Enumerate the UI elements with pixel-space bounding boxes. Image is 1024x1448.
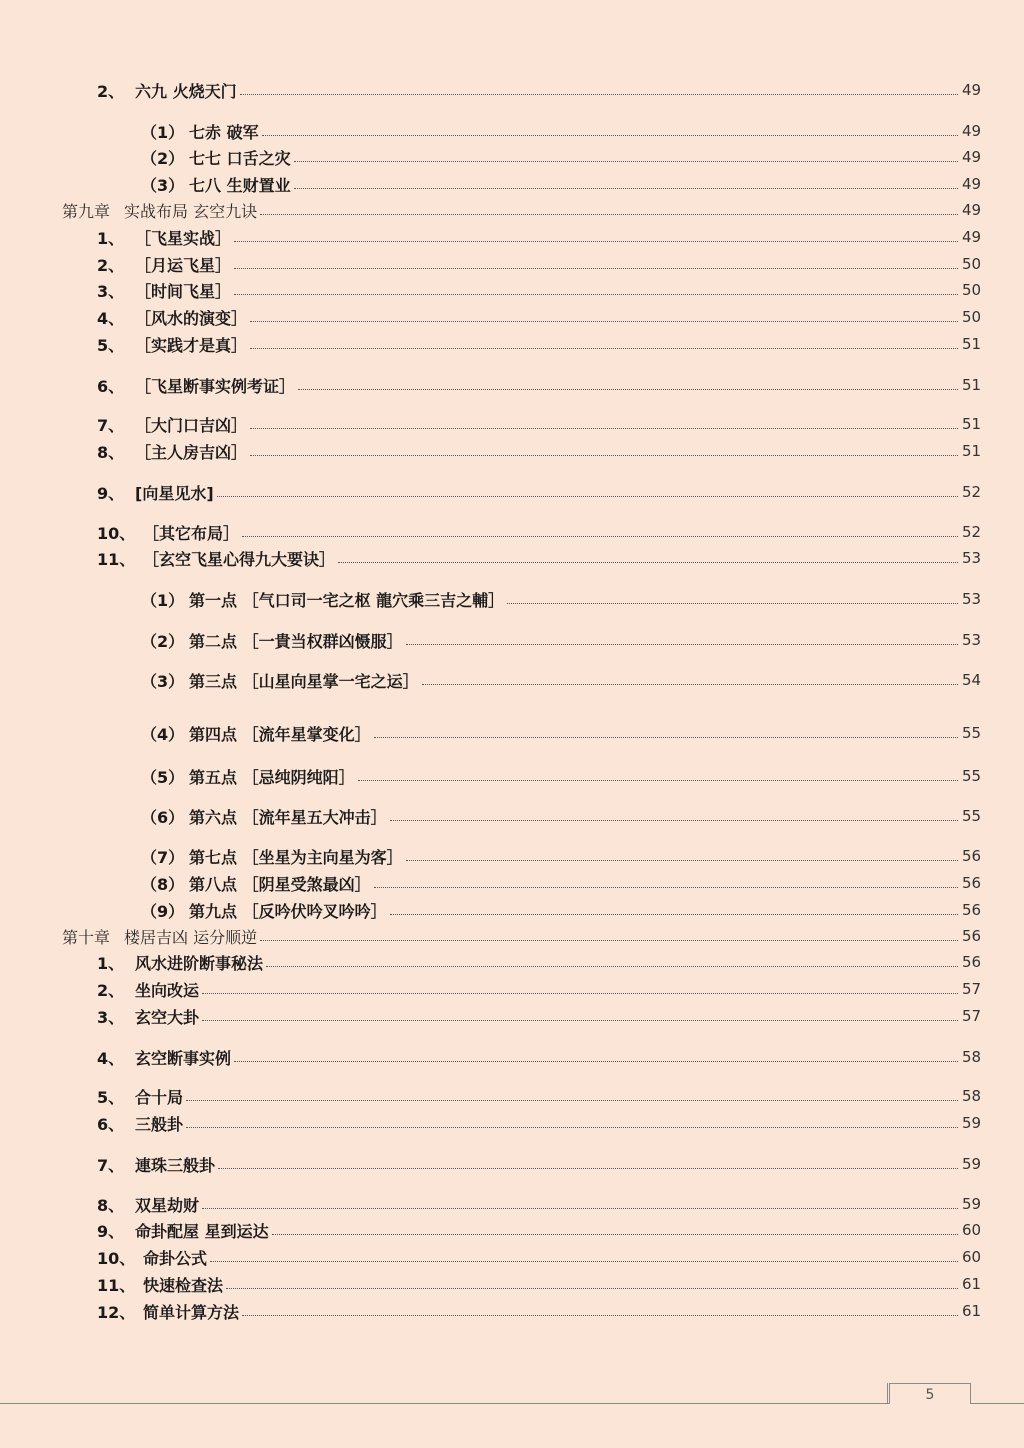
- footer-tab-left-edge: [887, 1383, 888, 1403]
- toc-entry[interactable]: [0, 1218, 1024, 1242]
- toc-entry-page: 53: [962, 590, 982, 608]
- toc-entry[interactable]: [0, 1299, 1024, 1323]
- footer-rule: [0, 1403, 1024, 1404]
- dot-leader: [202, 1208, 958, 1209]
- toc-entry-text: [97, 1153, 215, 1176]
- toc-entry-text: [141, 805, 387, 828]
- toc-entry-page: 61: [962, 1302, 982, 1320]
- toc-entry-title: ［飞星断事实例考证］: [135, 376, 296, 396]
- toc-entry-page: 55: [962, 724, 982, 742]
- toc-entry-page: 61: [962, 1275, 982, 1293]
- toc-entry-number: 2、: [97, 980, 125, 1000]
- dot-leader: [217, 496, 958, 497]
- toc-entry-text: [97, 333, 247, 356]
- toc-entry[interactable]: [0, 252, 1024, 276]
- toc-entry-text: [141, 588, 504, 611]
- toc-entry-title: ［主人房吉凶］: [135, 442, 248, 462]
- toc-entry-number: 11、: [97, 549, 136, 569]
- toc-entry-page: 55: [962, 767, 982, 785]
- dot-leader: [234, 294, 958, 295]
- dot-leader: [234, 241, 958, 242]
- toc-entry-title: 实战布局 玄空九诀: [124, 201, 258, 221]
- toc-entry-number: 7、: [97, 1155, 125, 1175]
- toc-entry-page: 50: [962, 308, 982, 326]
- page-number: 5: [925, 1387, 935, 1403]
- toc-entry-text: [141, 629, 403, 652]
- toc-chapter-entry[interactable]: [0, 198, 1024, 222]
- dot-leader: [210, 1261, 958, 1262]
- toc-entry-text: [97, 978, 199, 1001]
- dot-leader: [186, 1100, 958, 1101]
- toc-entry-page: 60: [962, 1248, 982, 1266]
- toc-entry-title: 合十局: [135, 1087, 184, 1107]
- toc-entry[interactable]: [0, 1152, 1024, 1176]
- toc-entry[interactable]: [0, 480, 1024, 504]
- toc-entry-title: 玄空大卦: [135, 1007, 200, 1027]
- toc-entry-text: [141, 120, 259, 143]
- toc-entry[interactable]: [0, 546, 1024, 570]
- toc-entry-title: 命卦配屋 星到运达: [135, 1221, 269, 1241]
- toc-entry-page: 52: [962, 523, 982, 541]
- toc-entry[interactable]: [0, 721, 1024, 745]
- toc-entry-number: （7）: [141, 847, 185, 867]
- toc-entry-title: ［大门口吉凶］: [135, 415, 248, 435]
- dot-leader: [250, 348, 958, 349]
- dot-leader: [507, 603, 958, 604]
- toc-entry-page: 53: [962, 631, 982, 649]
- dot-leader: [358, 780, 958, 781]
- toc-entry-title: 七七 口舌之灾: [189, 148, 291, 168]
- toc-entry-text: [97, 1193, 199, 1216]
- toc-entry-page: 56: [962, 927, 982, 945]
- toc-entry-number: 5、: [97, 1087, 125, 1107]
- dot-leader: [250, 428, 958, 429]
- dot-leader: [242, 536, 958, 537]
- toc-entry-number: 6、: [97, 1114, 125, 1134]
- toc-entry-page: 56: [962, 874, 982, 892]
- toc-entry-number: 2、: [97, 81, 125, 101]
- toc-entry-page: 49: [962, 122, 982, 140]
- toc-entry-number: 10、: [97, 1248, 136, 1268]
- toc-entry-page: 51: [962, 376, 982, 394]
- toc-entry-page: 59: [962, 1155, 982, 1173]
- page-number-tab: [889, 1383, 971, 1404]
- toc-entry-title: 楼居吉凶 运分顺逆: [124, 927, 258, 947]
- toc-entry-title: 七赤 破军: [189, 122, 259, 142]
- toc-entry-number: （6）: [141, 807, 185, 827]
- toc-entry-text: [141, 899, 387, 922]
- dot-leader: [294, 161, 958, 162]
- toc-entry[interactable]: [0, 278, 1024, 302]
- toc-entry-title: 第三点 ［山星向星掌一宅之运］: [189, 671, 419, 691]
- toc-entry-text: [97, 547, 335, 570]
- toc-entry-number: （3）: [141, 175, 185, 195]
- dot-leader: [202, 993, 958, 994]
- toc-entry-number: （3）: [141, 671, 185, 691]
- toc-entry[interactable]: [0, 119, 1024, 143]
- toc-entry-number: 1、: [97, 228, 125, 248]
- toc-entry-number: 第九章: [62, 201, 111, 221]
- toc-entry[interactable]: [0, 668, 1024, 692]
- dot-leader: [374, 887, 958, 888]
- toc-entry-page: 58: [962, 1048, 982, 1066]
- toc-entry-title: 简单计算方法: [143, 1302, 240, 1322]
- toc-entry-text: [97, 440, 247, 463]
- toc-entry-text: [97, 253, 231, 276]
- toc-entry[interactable]: [0, 628, 1024, 652]
- toc-entry[interactable]: [0, 977, 1024, 1001]
- toc-entry-title: 风水进阶断事秘法: [135, 953, 264, 973]
- toc-entry-number: 3、: [97, 1007, 125, 1027]
- toc-entry[interactable]: [0, 844, 1024, 868]
- toc-entry-number: 8、: [97, 1195, 125, 1215]
- toc-entry-page: 49: [962, 175, 982, 193]
- toc-entry-title: ［实践才是真］: [135, 335, 248, 355]
- toc-entry-title: 第九点 ［反吟伏吟叉吟吟］: [189, 901, 387, 921]
- toc-entry-page: 59: [962, 1114, 982, 1132]
- toc-entry-text: [97, 1273, 223, 1296]
- toc-entry-text: [97, 279, 231, 302]
- dot-leader: [250, 455, 958, 456]
- toc-entry-text: [141, 722, 371, 745]
- toc-entry-page: 57: [962, 1007, 982, 1025]
- toc-entry-text: [141, 173, 291, 196]
- toc-entry[interactable]: [0, 439, 1024, 463]
- toc-entry-page: 49: [962, 148, 982, 166]
- toc-entry[interactable]: [0, 78, 1024, 102]
- dot-leader: [294, 188, 958, 189]
- toc-entry[interactable]: [0, 305, 1024, 329]
- toc-entry-page: 51: [962, 442, 982, 460]
- toc-entry-title: 双星劫财: [135, 1195, 200, 1215]
- toc-entry-number: （5）: [141, 767, 185, 787]
- dot-leader: [234, 268, 958, 269]
- toc-entry-text: [62, 925, 257, 948]
- toc-entry-page: 50: [962, 255, 982, 273]
- toc-entry-number: 10、: [97, 523, 136, 543]
- dot-leader: [260, 214, 958, 215]
- toc-entry-text: [97, 521, 239, 544]
- toc-entry-number: 11、: [97, 1275, 136, 1295]
- toc-entry[interactable]: [0, 412, 1024, 436]
- toc-entry-title: 六九 火烧天门: [135, 81, 237, 101]
- dot-leader: [272, 1234, 958, 1235]
- toc-entry-number: （1）: [141, 590, 185, 610]
- toc-entry-page: 56: [962, 901, 982, 919]
- toc-entry-title: ［月运飞星］: [135, 255, 232, 275]
- toc-entry-page: 54: [962, 671, 982, 689]
- toc-entry-page: 49: [962, 201, 982, 219]
- toc-entry-number: 4、: [97, 308, 125, 328]
- toc-entry-text: [97, 413, 247, 436]
- toc-entry[interactable]: [0, 587, 1024, 611]
- dot-leader: [390, 914, 958, 915]
- toc-entry-title: ［时间飞星］: [135, 281, 232, 301]
- toc-entry-title: ［飞星实战］: [135, 228, 232, 248]
- dot-leader: [186, 1127, 958, 1128]
- dot-leader: [234, 1061, 958, 1062]
- toc-entry-page: 49: [962, 228, 982, 246]
- toc-entry-title: ［其它布局］: [143, 523, 240, 543]
- toc-entry-text: [97, 226, 231, 249]
- toc-entry-title: 命卦公式: [143, 1248, 208, 1268]
- toc-entry-number: 第十章: [62, 927, 111, 947]
- toc-entry-title: 第一点 ［气口司一宅之枢 龍穴乘三吉之輔］: [189, 590, 505, 610]
- dot-leader: [202, 1020, 958, 1021]
- toc-entry-text: [97, 1046, 231, 1069]
- toc-entry-text: [97, 1246, 207, 1269]
- toc-entry-title: 坐向改运: [135, 980, 200, 1000]
- toc-entry-title: 第六点 ［流年星五大冲击］: [189, 807, 387, 827]
- toc-entry-number: 2、: [97, 255, 125, 275]
- toc-entry-title: 第四点 ［流年星掌变化］: [189, 724, 371, 744]
- toc-entry-page: 56: [962, 953, 982, 971]
- toc-entry-number: 1、: [97, 953, 125, 973]
- dot-leader: [406, 860, 958, 861]
- toc-entry-text: [141, 872, 371, 895]
- toc-entry-page: 53: [962, 549, 982, 567]
- toc-entry-title: 快速检查法: [143, 1275, 224, 1295]
- toc-entry-page: 57: [962, 980, 982, 998]
- toc-entry[interactable]: [0, 950, 1024, 974]
- dot-leader: [406, 644, 958, 645]
- toc-entry-text: [141, 146, 291, 169]
- toc-entry[interactable]: [0, 804, 1024, 828]
- toc-entry[interactable]: [0, 1192, 1024, 1216]
- toc-entry-title: 第七点 ［坐星为主向星为客］: [189, 847, 403, 867]
- toc-entry[interactable]: [0, 225, 1024, 249]
- toc-entry[interactable]: [0, 764, 1024, 788]
- dot-leader: [390, 820, 958, 821]
- toc-entry-text: [97, 306, 247, 329]
- dot-leader: [338, 562, 958, 563]
- toc-entry-number: 3、: [97, 281, 125, 301]
- toc-entry-title: 第五点 ［忌纯阴纯阳］: [189, 767, 355, 787]
- dot-leader: [298, 389, 958, 390]
- toc-entry-text: [97, 481, 214, 504]
- toc-entry-number: （2）: [141, 631, 185, 651]
- toc-entry[interactable]: [0, 1245, 1024, 1269]
- toc-entry-text: [97, 1300, 239, 1323]
- toc-entry-text: [97, 1005, 199, 1028]
- toc-entry-title: [向星见水]: [135, 483, 214, 503]
- dot-leader: [262, 135, 958, 136]
- toc-entry-number: 4、: [97, 1048, 125, 1068]
- toc-entry-title: 第二点 ［一貴当权群凶慑服］: [189, 631, 403, 651]
- toc-entry[interactable]: [0, 1111, 1024, 1135]
- toc-entry-page: 51: [962, 335, 982, 353]
- toc-entry[interactable]: [0, 373, 1024, 397]
- toc-entry[interactable]: [0, 898, 1024, 922]
- toc-entry-text: [97, 1112, 183, 1135]
- toc-entry[interactable]: [0, 145, 1024, 169]
- toc-entry-title: ［风水的演变］: [135, 308, 248, 328]
- toc-entry-page: 55: [962, 807, 982, 825]
- toc-entry-title: 三般卦: [135, 1114, 184, 1134]
- toc-entry-title: 連珠三般卦: [135, 1155, 216, 1175]
- toc-entry-number: 9、: [97, 1221, 125, 1241]
- dot-leader: [250, 321, 958, 322]
- toc-entry-page: 59: [962, 1195, 982, 1213]
- dot-leader: [422, 684, 958, 685]
- toc-entry-number: 9、: [97, 483, 125, 503]
- toc-entry-number: 12、: [97, 1302, 136, 1322]
- toc-entry[interactable]: [0, 1272, 1024, 1296]
- toc-entry-number: （1）: [141, 122, 185, 142]
- toc-entry-text: [97, 374, 295, 397]
- toc-entry-text: [141, 669, 419, 692]
- toc-entry-text: [97, 1219, 269, 1242]
- toc-entry[interactable]: [0, 520, 1024, 544]
- dot-leader: [260, 940, 958, 941]
- toc-entry[interactable]: [0, 1004, 1024, 1028]
- toc-entry-title: 第八点 ［阴星受煞最凶］: [189, 874, 371, 894]
- toc-entry-page: 56: [962, 847, 982, 865]
- toc-entry-text: [97, 951, 263, 974]
- toc-entry-page: 49: [962, 81, 982, 99]
- toc-entry-page: 51: [962, 415, 982, 433]
- dot-leader: [374, 737, 958, 738]
- toc-entry[interactable]: [0, 1045, 1024, 1069]
- toc-entry[interactable]: [0, 332, 1024, 356]
- toc-entry-text: [62, 199, 257, 222]
- toc-entry-text: [141, 765, 355, 788]
- toc-entry[interactable]: [0, 871, 1024, 895]
- toc-entry-title: ［玄空飞星心得九大要诀］: [143, 549, 336, 569]
- dot-leader: [240, 94, 958, 95]
- toc-entry-page: 52: [962, 483, 982, 501]
- toc-entry-number: 7、: [97, 415, 125, 435]
- toc-entry-number: （8）: [141, 874, 185, 894]
- toc-chapter-entry[interactable]: [0, 924, 1024, 948]
- toc-entry-number: 8、: [97, 442, 125, 462]
- toc-entry-number: 5、: [97, 335, 125, 355]
- toc-entry-title: 玄空断事实例: [135, 1048, 232, 1068]
- toc-entry-number: （9）: [141, 901, 185, 921]
- toc-entry-page: 58: [962, 1087, 982, 1105]
- toc-entry-number: 6、: [97, 376, 125, 396]
- dot-leader: [266, 966, 958, 967]
- toc-entry-text: [141, 845, 403, 868]
- dot-leader: [218, 1168, 958, 1169]
- toc-entry[interactable]: [0, 1084, 1024, 1108]
- toc-entry-text: [97, 79, 237, 102]
- toc-entry-page: 60: [962, 1221, 982, 1239]
- toc-entry-page: 50: [962, 281, 982, 299]
- toc-entry-number: （2）: [141, 148, 185, 168]
- toc-entry[interactable]: [0, 172, 1024, 196]
- dot-leader: [242, 1315, 958, 1316]
- toc-entry-text: [97, 1085, 183, 1108]
- dot-leader: [226, 1288, 958, 1289]
- toc-entry-number: （4）: [141, 724, 185, 744]
- toc-entry-title: 七八 生财置业: [189, 175, 291, 195]
